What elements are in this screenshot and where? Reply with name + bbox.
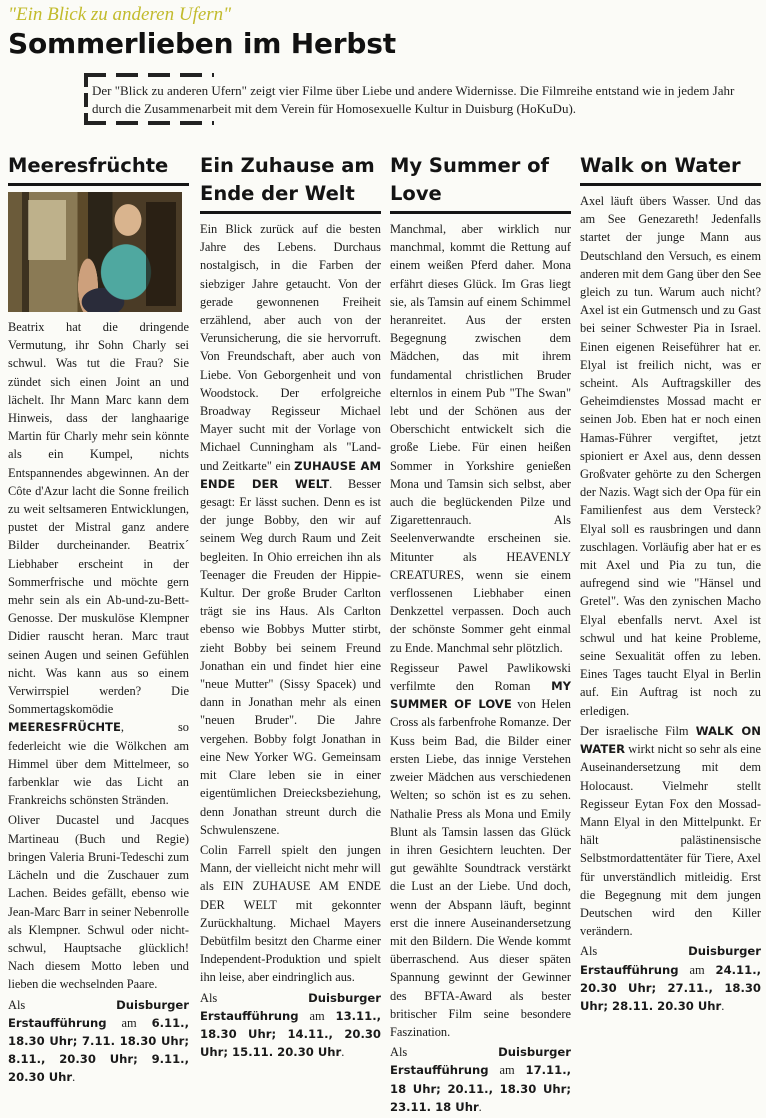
screening-dates: 13.11., 18.30 Uhr; 14.11., 20.30 Uhr; 15.11. 20.30 Uhr <box>200 1008 381 1060</box>
article-body <box>200 220 381 839</box>
screening-info <box>580 942 761 1015</box>
film-title: MEERESFRÜCHTE <box>8 720 121 735</box>
heading-rule <box>8 183 189 186</box>
article-ein-zuhause <box>200 152 381 1063</box>
film-still-photo <box>8 192 182 312</box>
am-label: am <box>689 962 705 977</box>
frame-line-left <box>84 73 88 125</box>
am-label: am <box>121 1015 137 1030</box>
am-label: am <box>309 1008 325 1023</box>
photo-window <box>28 200 66 260</box>
premiere-label: Duisburger Erstaufführung <box>390 1045 571 1078</box>
frame-line-top <box>84 73 214 77</box>
article-body-2: Colin Farrell spielt den jungen Mann, der vielleicht nicht mehr will als EIN ZUHAUSE AM ENDE DER WELT mit gekonnter Zurückhaltung. Michael Mayers Debütfilm besitzt den Charme einer Independent-Produktion und spielt ihn leise, aber eindringlich aus. <box>200 842 381 985</box>
article-heading: Ein Zuhause am Ende der Welt <box>200 154 375 205</box>
article-body <box>8 318 189 809</box>
photo-door <box>146 202 176 306</box>
body-text-cont: , so federleicht wie die Wölkchen am Himmel über dem Mittelmeer, so farbenklar wie das Licht an Frankreichs schönsten Stränden. <box>8 720 189 808</box>
screening-info <box>200 989 381 1062</box>
article-body-2: Oliver Ducastel und Jacques Martineau (Buch und Regie) bringen Valeria Bruni-Tedeschi zum Lächeln und die Zuschauer zum Lachen. Beides gefällt, ebenso wie Jean-Marc Barr in seiner Nebenrolle als Klempner. Schwul oder nicht-schwul, Hauptsache glücklich! Nach diesem Motto leben und lieben die wechselnden Paare. <box>8 813 189 992</box>
article-body-2 <box>580 722 761 940</box>
als-label: Als <box>390 1045 408 1060</box>
article-body: Axel läuft übers Wasser. Und das am See Genezareth! Jedenfalls startet der junge Mann aus Deutschland den Versuch, es einem anderen mit dem Gang über den See gleich zu tun. Warum auch nicht? Axel ist ein Gutmensch und zu Gast bei seiner Schwester Pia in Israel. Einen eigenen Reiseführer hat er. Elyal ist freilich nicht, was er scheint. Als Auftragskiller des Geheimdienstes Mossad macht er seinen Job. Eben hat er noch einen Hamas-Führer vergiftet, jetzt spioniert er Axel aus, denn dessen Großvater gehörte zu den Schergen der Nazis. Wagt sich der Opa für ein Familienfest aus dem Versteck? Elyal soll es rausbringen und dann zuschlagen. Vorläufig aber hat er es mit Axel und Pia zu tun, die aufregend sind wie "Hänsel und Gretel". Was den zynischen Macho Elyal ebenfalls nervt. Axel ist schwul und hat keine Probleme, seine Sexualität offen zu leben. Eines Tages taucht Elyal in Berlin auf. Ein Auftrag ist noch zu erledigen. <box>580 194 761 718</box>
article-body-2 <box>390 659 571 1041</box>
end-dot: . <box>478 1099 482 1114</box>
end-dot: . <box>72 1070 76 1085</box>
premiere-label: Duisburger Erstaufführung <box>200 990 381 1023</box>
body-text: Beatrix hat die dringende Vermutung, ihr Sohn Charly sei schwul. Was tut die Frau? Sie zündet sich einen Joint an und lächelt. Ihr Mann Marc kann dem Hinweis, dass der langhaarige Martin für Charly mehr sein könnte als ein Kumpel, nichts Entspannendes abgewinnen. An der Côte d'Azur lacht die Sonne freilich zu weit seltsameren Entwicklungen, pustet der Mistral ganz andere Bilder durcheinander. Beatrix´ Liebhaber erscheint in der Sommerfrische und möchte gern mehr sein als ein Ab-und-zu-Bett-Genosse. Der muskulöse Klempner Didier rauscht heran. Marc traut seinen Augen und seinen Gefühlen nicht. Was kann aus so einem Verwirrspiel werden? Die Sommertagskomödie <box>8 320 189 717</box>
als-label: Als <box>200 990 218 1005</box>
film-title: ZUHAUSE AM ENDE DER WELT <box>200 458 381 491</box>
body-text-cont: . Besser gesagt: Er lässt suchen. Denn es ist der junge Bobby, den wir auf seinem Weg durch Raum und Zeit begleiten. In Ohio erreichen ihn als Teenager die Freuden der Hippie-Kultur. Der große Bruder Carlton trägt sie ins Haus. Als Carlton ebenso wie Bobbys Mutter stirbt, zieht Bobby bei seinem Freund Jonathan ein und findet hier eine "neue Mutter" (Sissy Spacek) und dann in Jonathan mehr als einen "neuen Bruder". Die Jahre vergehen. Bobby folgt Jonathan in eine New Yorker WG. Gemeinsam mit Clare leben sie in einer eigentümlichen Dreiecksbeziehung, denn Jonathan streunt durch die Schwulenszene. <box>200 476 381 837</box>
article-heading: Walk on Water <box>580 154 741 177</box>
film-title: WALK ON WATER <box>580 723 761 757</box>
end-dot: . <box>721 998 725 1013</box>
kicker: "Ein Blick zu anderen Ufern" <box>8 4 232 25</box>
premiere-label: Duisburger Erstaufführung <box>8 997 189 1030</box>
body-text: Regisseur Pawel Pawlikowski verfilmte den Roman <box>390 660 571 694</box>
article-body: Manchmal, aber wirklich nur manchmal, kommt die Rettung auf einem weißen Pferd daher. Mona erfährt dieses Glück. Im Gras liegt sie, als Tamsin auf einem Schimmel heranreitet. Aus der ersten Begegnung zwischen dem Mädchen, das mit ihrem fundamental christlichen Bruder elternlos in einem Pub "The Swan" lebt und der Schönen aus der Oberschicht entwickelt sich die große Liebe. Für einen heißen Sommer in Yorkshire genießen Mona und Tamsin sich selbst, aber auch die beglückenden Pilze und Zigarettenrauch. Als Seelenverwandte erscheinen sie. Mitunter als HEAVENLY CREATURES, wenn sie einem verflossenen Liebhaber einen Denkzettel verpassen. Doch auch der schönste Sommer geht einmal zu Ende. Manchmal sehr plötzlich. <box>390 222 571 655</box>
intro-text: Der "Blick zu anderen Ufern" zeigt vier Filme über Liebe und andere Widernisse. Die Filmreihe entstand wie in jedem Jahr durch die Zusammenarbeit mit dem Verein für Homosexuelle Kultur in Duisburg (HoKuDu). <box>92 83 735 116</box>
article-meeresfruechte <box>8 152 189 1089</box>
page-title: Sommerlieben im Herbst <box>8 27 396 60</box>
heading-rule <box>580 183 761 186</box>
end-dot: . <box>341 1045 345 1060</box>
screening-info <box>390 1043 571 1116</box>
body-text-cont: von Helen Cross als farbenfrohe Romanze. Der Kuss beim Bad, die Bilder einer ersten Liebe, das innige Verstehen zweier Mädchen aus verschiedenen Welten; so schön ist es zu sehen. Nathalie Press als Mona und Emily Blunt als Tamsin lassen das Glück in ihren Gesichtern leuchten. Der gut gewählte Soundtrack verstärkt die Lust an der Liebe. Und doch, wenn der Abspann läuft, beginnt erst die innere Auseinandersetzung mit den Bildern. Die Wende kommt überraschend. Aus dieser späten Spannung gewinnt der Gewinner des BFTA-Award als bester britischer Film seine besondere Faszination. <box>390 697 571 1039</box>
screening-info <box>8 996 189 1087</box>
film-title: MY SUMMER OF LOVE <box>390 679 571 712</box>
article-heading: My Summer of Love <box>390 154 549 205</box>
body-text: Der israelische Film <box>580 723 689 738</box>
frame-line-bottom <box>84 121 214 125</box>
am-label: am <box>499 1063 515 1078</box>
body-text: Ein Blick zurück auf die besten Jahre des Lebens. Durchaus nostalgisch, in die Farben der siebziger Jahre getaucht. Von der gerade gewonnenen Freiheit erzählend, aber auch von der Verunsicherung, die sie hervorruft. Von Freundschaft, aber auch von Liebe. Von Geborgenheit und von Woodstock. Der erfolgreiche Broadway Regisseur Michael Mayer sucht mit der Vorlage von Michael Cunningham als "Land- und Zeitkarte" ein <box>200 222 381 473</box>
article-walk-on-water <box>580 152 761 1017</box>
article-heading: Meeresfrüchte <box>8 154 169 177</box>
screening-dates: 6.11., 18.30 Uhr; 7.11. 18.30 Uhr; 8.11., 20.30 Uhr; 9.11., 20.30 Uhr <box>8 1015 189 1085</box>
screening-dates: 24.11., 20.30 Uhr; 27.11., 18.30 Uhr; 28.11. 20.30 Uhr <box>580 962 761 1013</box>
premiere-label: Duisburger Erstaufführung <box>580 944 761 977</box>
article-my-summer-of-love <box>390 152 571 1118</box>
screening-dates: 17.11., 18 Uhr; 20.11., 18.30 Uhr; 23.11. 18 Uhr <box>390 1063 571 1114</box>
als-label: Als <box>8 997 26 1012</box>
heading-rule <box>200 211 381 214</box>
body-text-cont: wirkt nicht so sehr als eine Auseinandersetzung mit dem Holocaust. Vielmehr stellt Regisseur Eytan Fox den Mossad-Mann Elyal in den Mittelpunkt. Er hält palästinensische Selbstmordattentäter für Tiere, Axel für unverständlich mitleidig. Erst die Begegnung mit dem jungen Deutschen wird den Killer verändern. <box>580 742 761 939</box>
heading-rule <box>390 211 571 214</box>
als-label: Als <box>580 944 598 959</box>
